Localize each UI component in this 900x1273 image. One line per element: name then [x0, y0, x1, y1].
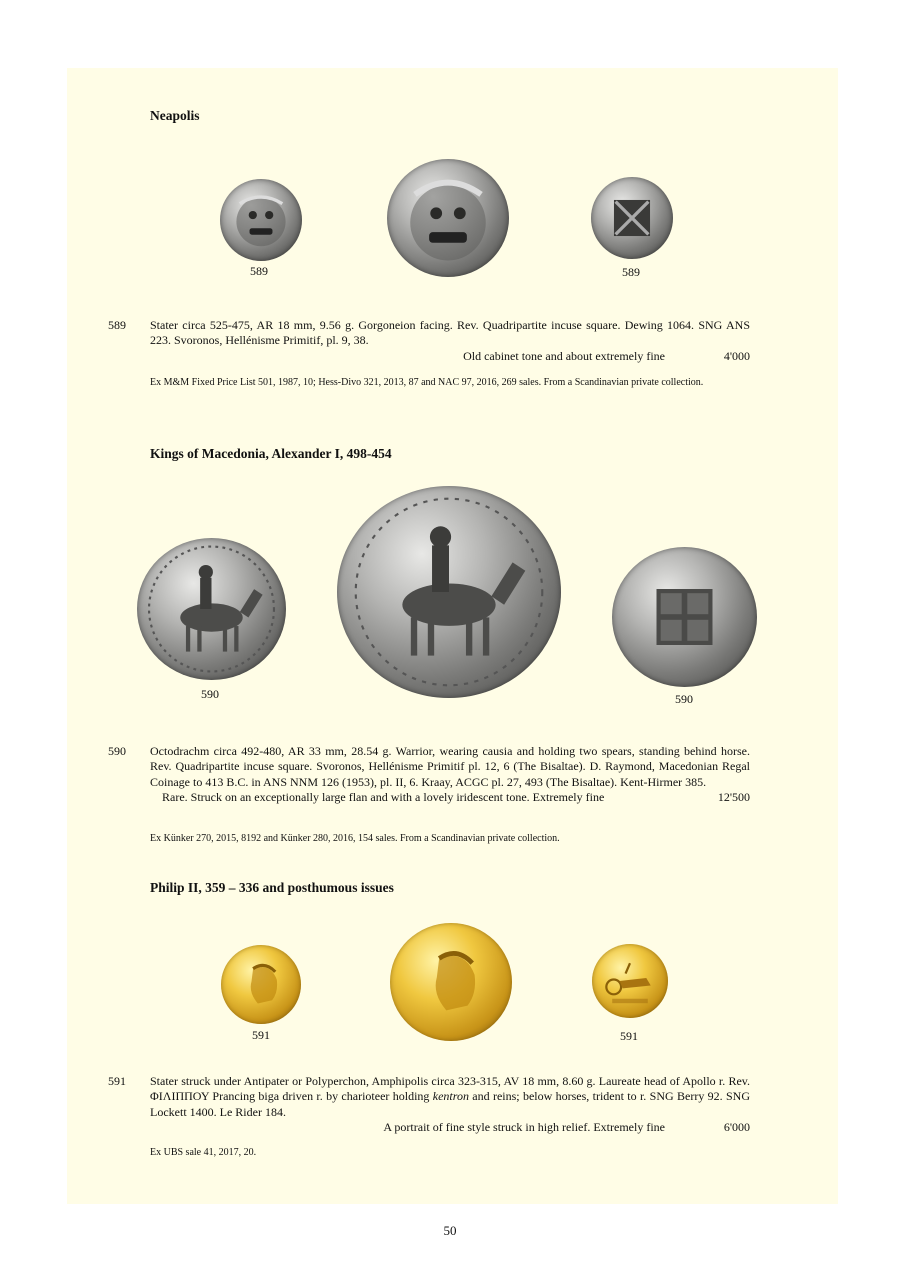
- warrior-and-horse-icon: [137, 538, 286, 680]
- coin-591-obverse-enlarged-image: [390, 923, 512, 1041]
- grade-price-line: [150, 790, 750, 805]
- gorgoneion-icon: [220, 179, 302, 261]
- lot-description-text: [150, 1074, 750, 1120]
- coin-589-obverse-enlarged-image: [387, 159, 509, 277]
- coin-caption-590-obverse: 590: [201, 687, 219, 701]
- lot-number-589: 589: [108, 318, 126, 332]
- lot-number-591: 591: [108, 1074, 126, 1088]
- incuse-square-icon: [591, 177, 673, 259]
- provenance-591: Ex UBS sale 41, 2017, 20.: [150, 1147, 257, 1158]
- coin-591-reverse-image: [592, 944, 668, 1018]
- apollo-head-enlarged-icon: [390, 923, 512, 1041]
- grade-text: Rare. Struck on an exceptionally large flan and with a lovely iridescent tone. Extremely fine: [162, 790, 605, 805]
- provenance-589: Ex M&M Fixed Price List 501, 1987, 10; Hess-Divo 321, 2013, 87 and NAC 97, 2016, 269 sales. From a Scandinavian private collection.: [150, 377, 704, 388]
- grade-text: Old cabinet tone and about extremely fine: [463, 348, 665, 363]
- description-part-2: and reins; below horses, trident to r. SNG Berry 92. SNG Lockett 1400. Le Rider 184.: [150, 1089, 750, 1119]
- lot-description-591: [150, 1074, 750, 1136]
- coin-590-obverse-image: [137, 538, 286, 680]
- lot-description-589: [150, 318, 750, 364]
- coin-caption-590-reverse: 590: [675, 692, 693, 706]
- section-heading-philip-ii: Philip II, 359 – 336 and posthumous issues: [150, 880, 394, 895]
- provenance-590: Ex Künker 270, 2015, 8192 and Künker 280, 2016, 154 sales. From a Scandinavian private collection.: [150, 833, 560, 844]
- grade-text: A portrait of fine style struck in high relief. Extremely fine: [383, 1120, 665, 1135]
- estimate-price: 6'000: [723, 1120, 750, 1135]
- coin-caption-589-reverse: 589: [622, 265, 640, 279]
- coin-caption-591-reverse: 591: [620, 1029, 638, 1043]
- grade-price-line: [150, 349, 750, 364]
- section-heading-alexander-i: Kings of Macedonia, Alexander I, 498-454: [150, 446, 392, 461]
- grade-price-line: [150, 1120, 750, 1135]
- warrior-and-horse-enlarged-icon: [337, 486, 561, 698]
- estimate-price: 12'500: [717, 790, 750, 805]
- description-part-1: Stater struck under Antipater or Polyperchon, Amphipolis circa 323-315, AV 18 mm, 8.60 g. Laureate head of Apollo r. Rev. ΦΙΛΙΠΠΟΥ Prancing biga driven r. by charioteer holding: [150, 1074, 750, 1104]
- coin-590-obverse-enlarged-image: [337, 486, 561, 698]
- coin-caption-591-obverse: 591: [252, 1028, 270, 1042]
- lot-description-text: Stater circa 525-475, AR 18 mm, 9.56 g. Gorgoneion facing. Rev. Quadripartite incuse square. Dewing 1064. SNG ANS 223. Svoronos, Hellénisme Primitif, pl. 9, 38.: [150, 318, 750, 348]
- section-heading-neapolis: Neapolis: [150, 108, 200, 123]
- incuse-square-icon: [612, 547, 757, 687]
- biga-chariot-icon: [592, 944, 668, 1018]
- gorgoneion-enlarged-icon: [387, 159, 509, 277]
- estimate-price: 4'000: [723, 348, 750, 363]
- lot-description-text: Octodrachm circa 492-480, AR 33 mm, 28.54 g. Warrior, wearing causia and holding two spears, standing behind horse. Rev. Quadripartite incuse square. Svoronos, Hellénisme Primitif pl. 12, 6 (The Bisaltae). D. Raymond, Macedonian Regal Coinage to 413 B.C. in ANS NNM 126 (1953), pl. II, 6. Kraay, ACGC pl. 27, 493 (The Bisaltae). Kent-Hirmer 385.: [150, 744, 750, 789]
- lot-number-590: 590: [108, 744, 126, 758]
- coin-591-obverse-image: [221, 945, 301, 1024]
- coin-589-obverse-image: [220, 179, 302, 261]
- page-number: 50: [443, 1223, 457, 1238]
- lot-description-590: [150, 744, 750, 806]
- coin-590-reverse-image: [612, 547, 757, 687]
- description-italic-term: kentron: [432, 1089, 469, 1104]
- coin-589-reverse-image: [591, 177, 673, 259]
- coin-caption-589-obverse: 589: [250, 264, 268, 278]
- apollo-head-icon: [221, 945, 301, 1024]
